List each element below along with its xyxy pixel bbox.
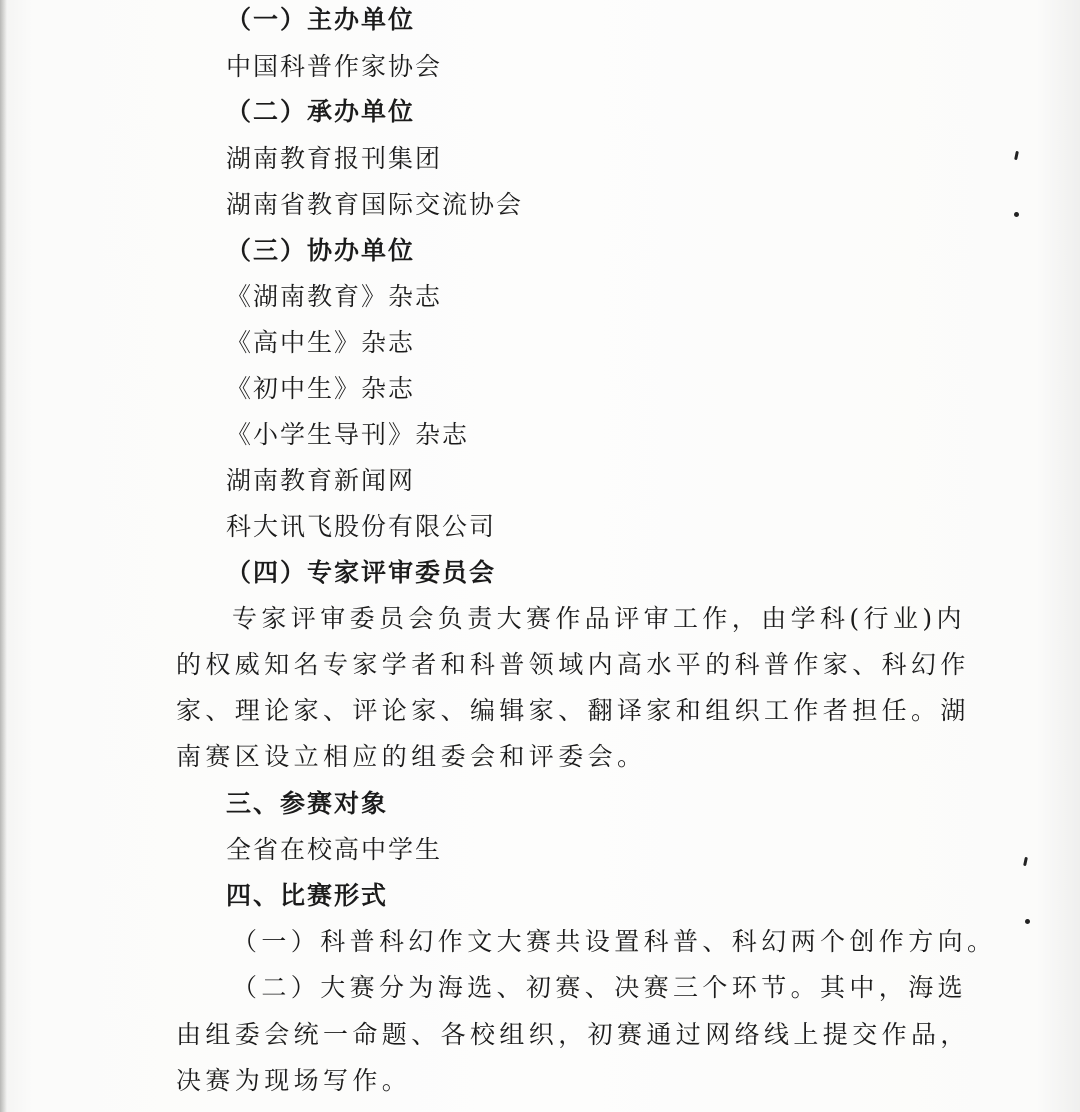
co-organizer-name: 《湖南教育》杂志 bbox=[226, 282, 443, 311]
committee-paragraph-line: 南赛区设立相应的组委会和评委会。 bbox=[176, 742, 647, 771]
undertaker-heading: （二）承办单位 bbox=[226, 97, 416, 126]
format-heading: 四、比赛形式 bbox=[226, 881, 389, 910]
co-organizer-name: 《初中生》杂志 bbox=[226, 374, 416, 403]
co-organizer-name: 《小学生导刊》杂志 bbox=[226, 420, 470, 449]
co-organizer-heading: （三）协办单位 bbox=[226, 236, 416, 265]
scan-speck bbox=[1014, 212, 1019, 217]
committee-heading: （四）专家评审委员会 bbox=[226, 558, 497, 587]
undertaker-name: 湖南教育报刊集团 bbox=[226, 144, 443, 173]
page-left-edge bbox=[0, 0, 7, 1112]
co-organizer-name: 科大讯飞股份有限公司 bbox=[226, 512, 497, 541]
format-item-line: （一）科普科幻作文大赛共设置科普、科幻两个创作方向。 bbox=[232, 927, 997, 956]
scan-speck bbox=[1023, 857, 1028, 866]
participants-heading: 三、参赛对象 bbox=[226, 789, 389, 818]
participants-text: 全省在校高中学生 bbox=[226, 835, 443, 864]
format-item-line: 决赛为现场写作。 bbox=[176, 1066, 412, 1095]
format-item-line: 由组委会统一命题、各校组织，初赛通过网络线上提交作品， bbox=[176, 1020, 970, 1049]
committee-paragraph-line: 家、理论家、评论家、编辑家、翻译家和组织工作者担任。湖 bbox=[176, 696, 970, 725]
undertaker-name: 湖南省教育国际交流协会 bbox=[226, 190, 524, 219]
scan-speck bbox=[1014, 151, 1019, 160]
scan-speck bbox=[1025, 919, 1030, 924]
committee-paragraph-line: 专家评审委员会负责大赛作品评审工作，由学科(行业)内 bbox=[232, 604, 966, 633]
co-organizer-name: 湖南教育新闻网 bbox=[226, 466, 416, 495]
co-organizer-name: 《高中生》杂志 bbox=[226, 328, 416, 357]
organizer-heading: （一）主办单位 bbox=[226, 5, 416, 34]
format-item-line: （二）大赛分为海选、初赛、决赛三个环节。其中，海选 bbox=[232, 973, 968, 1002]
organizer-name: 中国科普作家协会 bbox=[226, 52, 443, 81]
committee-paragraph-line: 的权威知名专家学者和科普领域内高水平的科普作家、科幻作 bbox=[176, 650, 970, 679]
